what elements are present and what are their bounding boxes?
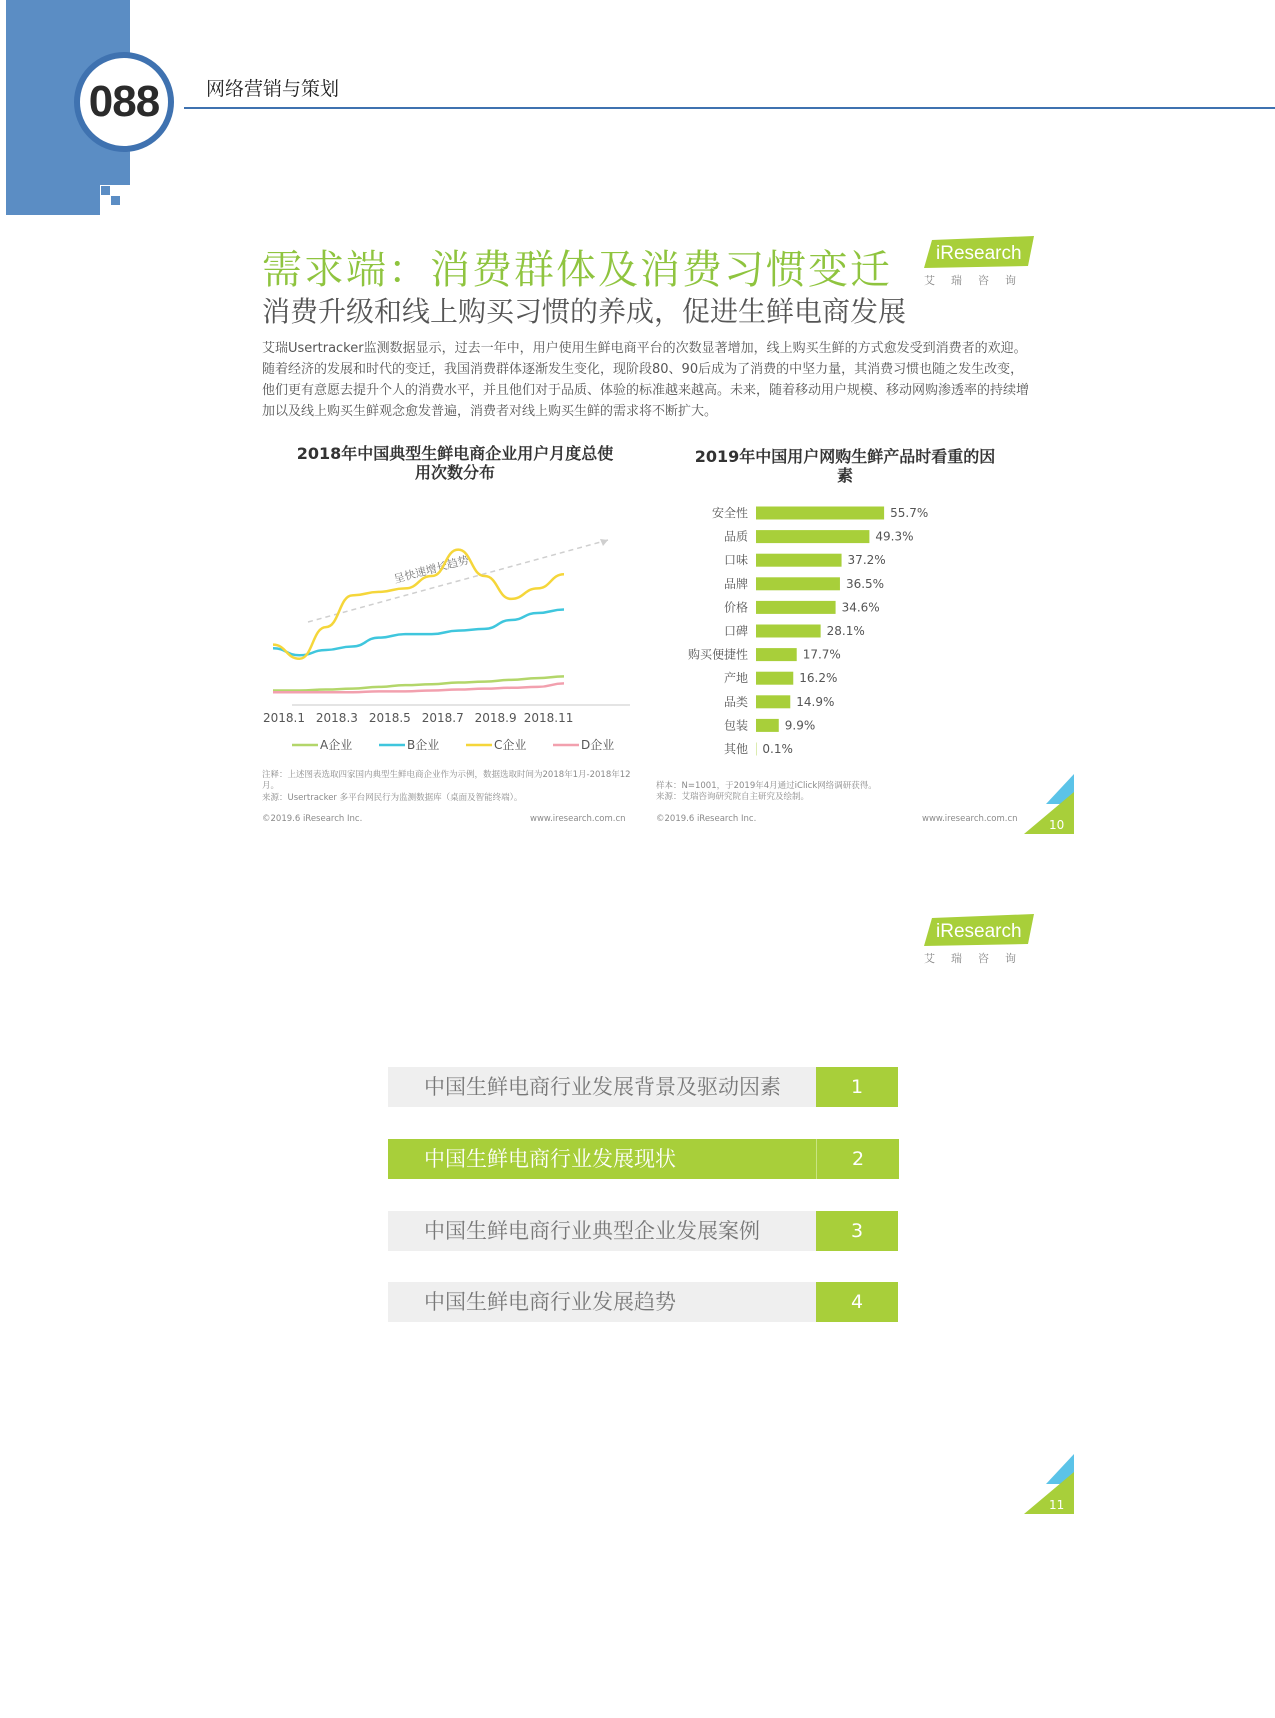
header-rule	[184, 107, 1275, 109]
toc-item-label: 中国生鲜电商行业发展趋势	[388, 1282, 816, 1322]
slide-page-marker	[1024, 774, 1074, 834]
iresearch-logo-icon	[924, 914, 1034, 946]
bar-value-label: 14.9%	[796, 694, 835, 709]
bar-产地	[756, 672, 793, 685]
bar-category-label: 包装	[723, 718, 748, 733]
bar-value-label: 36.5%	[845, 576, 885, 591]
svg-text:呈快速增长趋势: 呈快速增长趋势	[392, 553, 471, 586]
bar-category-label: 品类	[723, 694, 748, 709]
bar-value-label: 17.7%	[802, 647, 841, 662]
bar-品质	[756, 530, 869, 543]
left-copyright: ©2019.6 iResearch Inc.	[262, 814, 363, 824]
book-title: 网络营销与策划	[206, 78, 340, 100]
left-chart-note: 注释：上述图表选取四家国内典型生鲜电商企业作为示例，数据选取时间为2018年1月-2018年12月。	[262, 770, 631, 791]
bar-value-label: 55.7%	[890, 506, 929, 520]
iresearch-logo	[924, 914, 1034, 966]
slide-page-number: 11	[1049, 1498, 1065, 1512]
bar-品牌	[756, 577, 840, 590]
right-chart-sample: 样本：N=1001，于2019年4月通过iClick网络调研获得。	[656, 781, 877, 791]
toc-item-label: 中国生鲜电商行业发展现状	[388, 1139, 816, 1179]
x-tick-label: 2018.11	[523, 711, 574, 725]
toc-item-number: 3	[816, 1211, 898, 1251]
x-tick-label: 2018.7	[421, 711, 464, 725]
bar-value-label: 28.1%	[826, 624, 865, 638]
bar-category-label: 品质	[723, 529, 748, 544]
toc-item[interactable]	[388, 1067, 898, 1107]
page-number: 088	[88, 77, 160, 126]
toc-item-number: 4	[816, 1282, 898, 1322]
bar-value-label: 49.3%	[875, 529, 914, 544]
bar-category-label: 安全性	[711, 506, 748, 520]
bar-category-label: 价格	[723, 600, 748, 615]
slide-body-text: 艾瑞Usertracker监测数据显示，过去一年中，用户使用生鲜电商平台的次数显著增加，线上购买生鲜的方式愈发受到消费者的欢迎。随着经济的发展和时代的变迁，我国消费群体逐渐发生变化，现阶段80、90后成为了消费的中坚力量，其消费习惯也随之发生改变，他们更有意愿去提升个人的消费水平，并且他们对于品质、体验的标准越来越高。未来，随着移动用户规模、移动网购渗透率的持续增加以及线上购买生鲜观念愈发普遍，消费者对线上购买生鲜的需求将不断扩大。	[262, 341, 1030, 419]
x-tick-label: 2018.1	[263, 711, 305, 725]
slide-page-number: 10	[1049, 818, 1065, 832]
slide-title: 需求端：消费群体及消费习惯变迁	[262, 247, 892, 293]
bar-value-label: 0.1%	[762, 742, 793, 756]
svg-text:iResearch: iResearch	[936, 921, 1022, 942]
x-tick-label: 2018.9	[474, 711, 517, 725]
toc-item[interactable]	[388, 1282, 898, 1322]
toc-item-number: 2	[816, 1139, 899, 1179]
bar-value-label: 34.6%	[841, 600, 880, 615]
right-copyright: ©2019.6 iResearch Inc.	[656, 814, 757, 824]
bar-category-label: 品牌	[723, 576, 748, 591]
bar-口味	[756, 554, 842, 567]
iresearch-logo	[924, 236, 1034, 288]
bar-安全性	[756, 507, 884, 520]
bar-category-label: 口味	[723, 553, 748, 568]
toc-item-label: 中国生鲜电商行业发展背景及驱动因素	[388, 1067, 816, 1107]
svg-text:iResearch: iResearch	[936, 243, 1022, 264]
legend-label: B企业	[407, 738, 440, 752]
toc-item-active[interactable]	[388, 1139, 898, 1179]
left-chart-source: 来源：Usertracker 多平台网民行为监测数据库（桌面及智能终端）。	[262, 793, 523, 803]
toc-item[interactable]	[388, 1211, 898, 1251]
toc-item-number: 1	[816, 1067, 898, 1107]
bar-购买便捷性	[756, 648, 797, 661]
bar-价格	[756, 601, 836, 614]
page-number-badge	[74, 52, 174, 152]
line-chart-title: 2018年中国典型生鲜电商企业用户月度总使用次数分布	[296, 444, 614, 482]
iresearch-logo-cn: 艾瑞咨询	[924, 952, 1032, 965]
corner-square	[92, 196, 100, 204]
right-chart-source: 来源：艾瑞咨询研究院自主研究及绘制。	[656, 792, 810, 802]
x-tick-label: 2018.5	[368, 711, 411, 725]
x-tick-label: 2018.3	[315, 711, 358, 725]
legend-label: A企业	[320, 738, 353, 752]
bar-category-label: 产地	[723, 671, 748, 686]
iresearch-logo-cn: 艾瑞咨询	[924, 274, 1032, 287]
bar-口碑	[756, 625, 821, 638]
line-chart	[263, 505, 650, 770]
bar-category-label: 其他	[723, 742, 748, 756]
left-url: www.iresearch.com.cn	[530, 814, 626, 824]
toc-item-label: 中国生鲜电商行业典型企业发展案例	[388, 1211, 816, 1251]
bar-value-label: 16.2%	[799, 671, 838, 686]
slide-subtitle: 消费升级和线上购买习惯的养成，促进生鲜电商发展	[262, 295, 907, 328]
bar-品类	[756, 695, 790, 708]
bar-value-label: 9.9%	[784, 718, 816, 733]
corner-square	[111, 196, 120, 205]
legend-label: C企业	[494, 738, 527, 752]
bar-category-label: 购买便捷性	[687, 647, 748, 662]
legend-label: D企业	[581, 738, 615, 752]
bar-value-label: 37.2%	[847, 553, 886, 568]
bar-包装	[756, 719, 779, 732]
slide-page-marker	[1024, 1454, 1074, 1514]
corner-square	[101, 186, 110, 195]
iresearch-logo-icon	[924, 236, 1034, 268]
bar-chart	[670, 500, 990, 760]
bar-category-label: 口碑	[723, 624, 748, 638]
bar-chart-title: 2019年中国用户网购生鲜产品时看重的因素	[694, 447, 996, 485]
right-url: www.iresearch.com.cn	[922, 814, 1018, 824]
